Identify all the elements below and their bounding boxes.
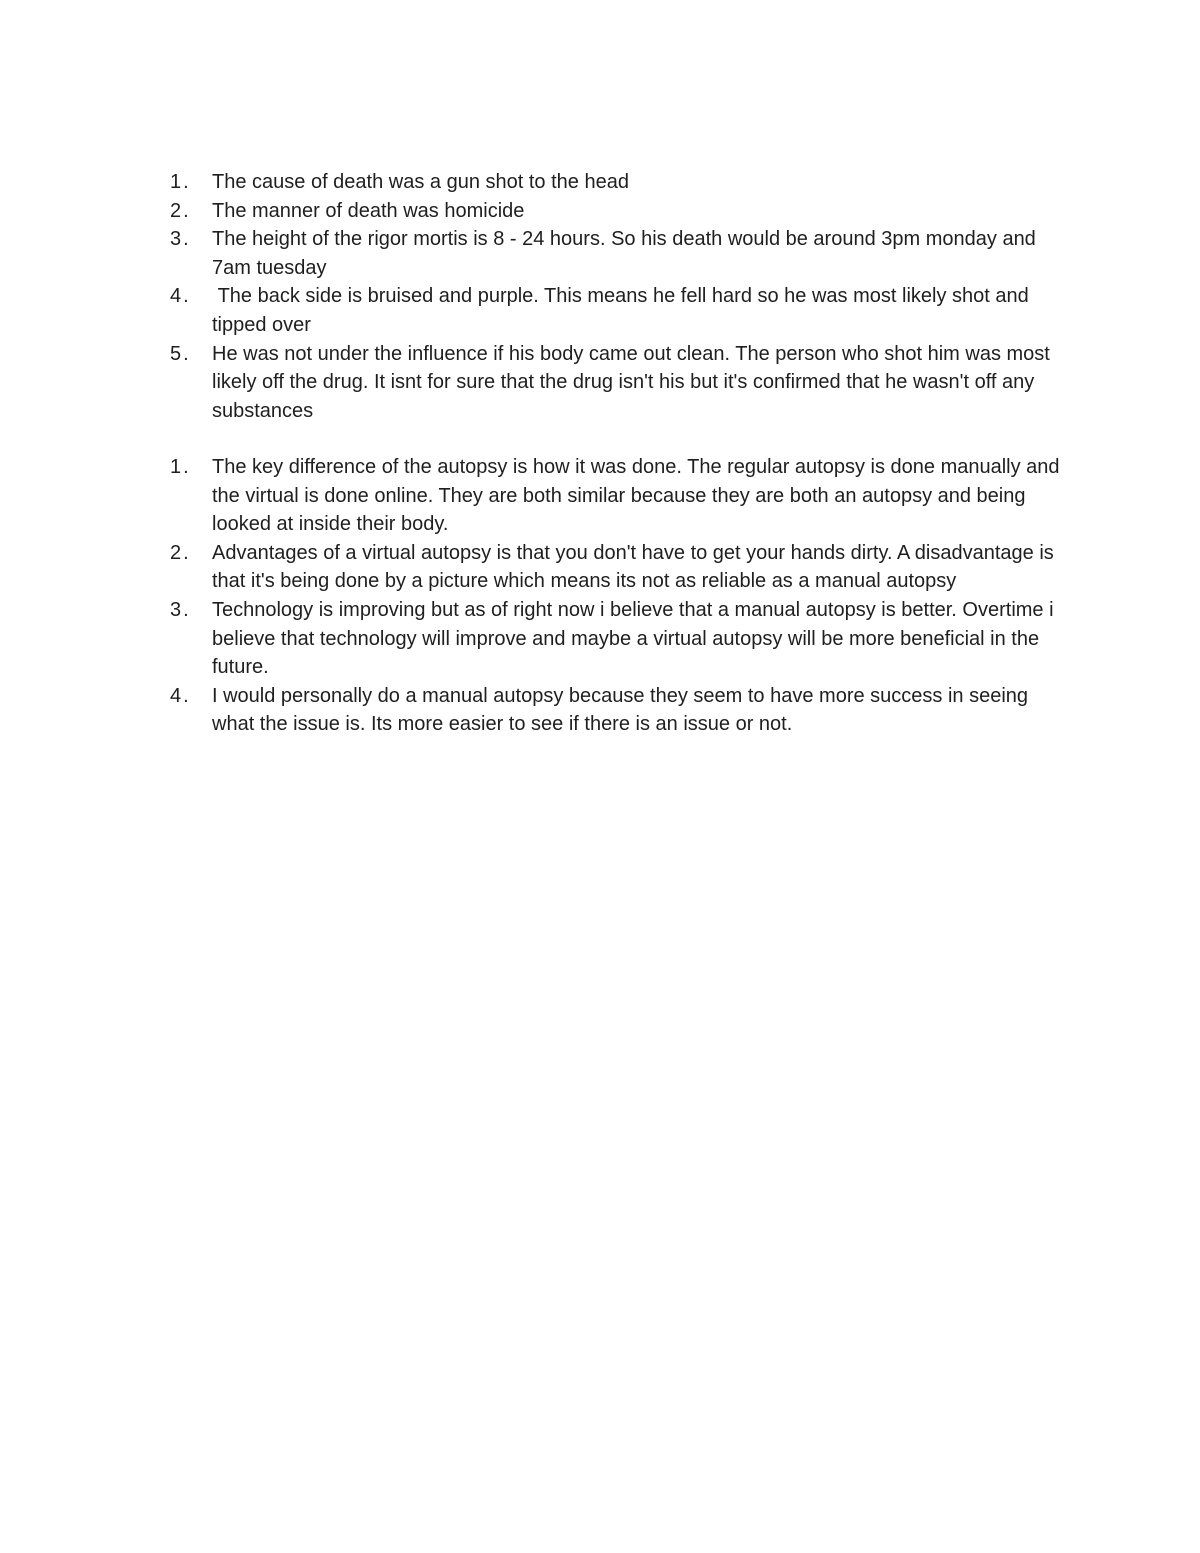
list-item	[170, 596, 1070, 682]
list-item-text: He was not under the influence if his body came out clean. The person who shot him was most likely off the drug. It isnt for sure that the drug isn't his but it's confirmed that he wasn't off any substances	[212, 342, 1056, 422]
list-item-text: I would personally do a manual autopsy because they seem to have more success in seeing what the issue is. Its more easier to see if there is an issue or not.	[212, 684, 1034, 736]
list-item-number: 1.	[170, 171, 191, 193]
list-item-number: 5.	[170, 342, 191, 365]
list-item-number: 1.	[170, 456, 191, 478]
list-item	[170, 197, 1070, 226]
list-item-text: The back side is bruised and purple. This means he fell hard so he was most likely shot and tipped over	[212, 285, 1035, 336]
answer-list-1	[170, 168, 1070, 425]
list-item	[170, 682, 1070, 739]
list-item-text: The key difference of the autopsy is how it was done. The regular autopsy is done manually and the virtual is done online. They are both similar because they are both an autopsy and being looked at inside their body.	[212, 456, 1066, 536]
list-item	[170, 539, 1070, 596]
list-item	[170, 340, 1070, 426]
list-item-text: The height of the rigor mortis is 8 - 24 hours. So his death would be around 3pm monday and 7am tuesday	[212, 228, 1042, 279]
answer-list-2	[170, 453, 1070, 739]
list-item-number: 4.	[170, 285, 191, 308]
list-item	[170, 453, 1070, 539]
list-item-text: The cause of death was a gun shot to the head	[212, 171, 629, 193]
list-item-number: 4.	[170, 684, 191, 707]
list-item	[170, 168, 1070, 197]
list-item-number: 3.	[170, 598, 191, 621]
list-item-text: Advantages of a virtual autopsy is that you don't have to get your hands dirty. A disadvantage is that it's being done by a picture which means its not as reliable as a manual autopsy	[212, 541, 1060, 593]
list-item-number: 3.	[170, 228, 191, 251]
list-item	[170, 225, 1070, 282]
list-item	[170, 282, 1070, 339]
list-item-text: Technology is improving but as of right now i believe that a manual autopsy is better. Overtime i believe that technology will improve and maybe a virtual autopsy will be more beneficial in the future.	[212, 598, 1060, 679]
list-item-number: 2.	[170, 199, 191, 222]
list-item-text: The manner of death was homicide	[212, 199, 525, 222]
list-item-number: 2.	[170, 541, 191, 564]
